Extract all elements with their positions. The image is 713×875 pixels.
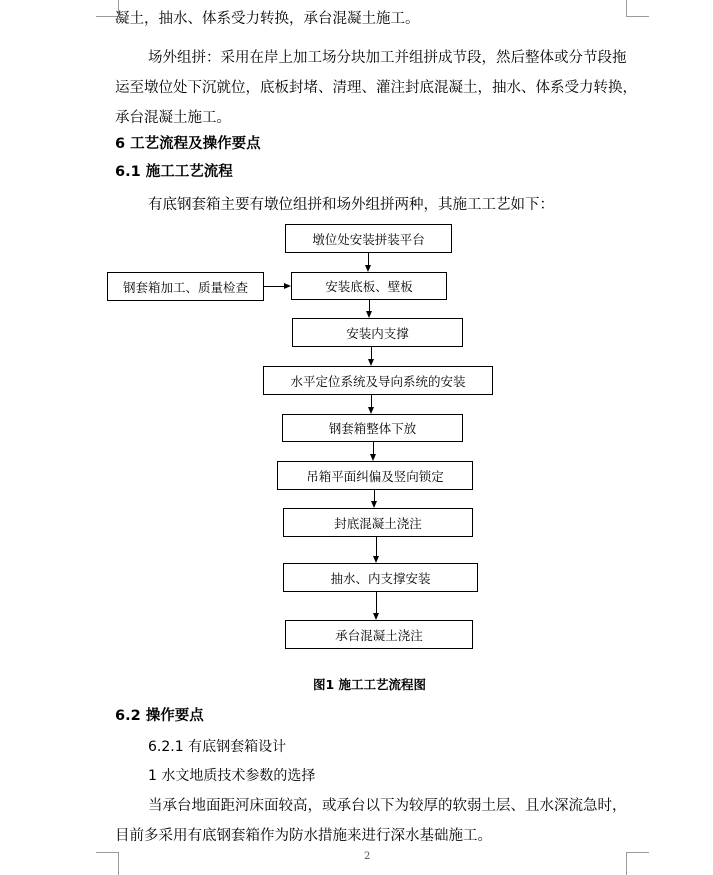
connector-arrow — [365, 265, 371, 272]
paragraph-offsite-line1: 场外组拼：采用在岸上加工场分块加工并组拼成节段，然后整体或分节段拖 — [148, 50, 627, 66]
page-number: 2 — [364, 851, 371, 862]
flow-side-input: 钢套箱加工、质量检查 — [107, 272, 264, 301]
subheading-6-2-1: 6.2.1 有底钢套箱设计 — [148, 739, 287, 755]
connector-line — [368, 253, 369, 265]
connector-arrow — [371, 501, 377, 508]
connector-line — [371, 395, 372, 407]
connector-line-horizontal — [264, 286, 284, 287]
connector-arrow — [373, 613, 379, 620]
connector-arrow — [373, 556, 379, 563]
corner-mark-top-right — [626, 0, 649, 17]
heading-section-6: 6 工艺流程及操作要点 — [115, 136, 261, 152]
paragraph-body-line2: 目前多采用有底钢套箱作为防水措施来进行深水基础施工。 — [115, 828, 492, 844]
connector-line — [371, 347, 372, 359]
connector-arrow — [370, 454, 376, 461]
corner-mark-bottom-right — [626, 852, 649, 875]
flow-step-9: 承台混凝土浇注 — [285, 620, 473, 649]
connector-arrow — [366, 311, 372, 318]
paragraph-offsite-line3: 承台混凝土施工。 — [115, 110, 231, 126]
paragraph-offsite-line2: 运至墩位处下沉就位，底板封堵、清理、灌注封底混凝土，抽水、体系受力转换， — [115, 80, 637, 96]
heading-section-6-2: 6.2 操作要点 — [115, 708, 204, 724]
flow-step-1: 墩位处安装拼装平台 — [285, 224, 452, 253]
connector-line — [374, 490, 375, 501]
flow-step-5: 钢套箱整体下放 — [282, 414, 463, 442]
connector-line — [369, 300, 370, 311]
flow-step-3: 安装内支撑 — [292, 318, 463, 347]
paragraph-line: 凝土，抽水、体系受力转换，承台混凝土施工。 — [115, 11, 420, 27]
connector-arrow-right — [284, 283, 291, 289]
subheading-item-1: 1 水文地质技术参数的选择 — [148, 768, 316, 784]
flow-step-2: 安装底板、壁板 — [291, 272, 447, 300]
flow-step-8: 抽水、内支撑安装 — [283, 563, 478, 592]
corner-mark-bottom-left — [96, 852, 119, 875]
connector-line — [376, 537, 377, 556]
connector-line — [376, 592, 377, 613]
flow-step-6: 吊箱平面纠偏及竖向锁定 — [277, 461, 473, 490]
connector-arrow — [368, 359, 374, 366]
figure-caption: 图1 施工工艺流程图 — [313, 677, 427, 692]
connector-line — [373, 442, 374, 454]
paragraph-intro: 有底钢套箱主要有墩位组拼和场外组拼两种，其施工工艺如下： — [148, 197, 554, 213]
flow-step-7: 封底混凝土浇注 — [283, 508, 473, 537]
paragraph-body-line1: 当承台地面距河床面较高，或承台以下为较厚的软弱土层、且水深流急时， — [148, 798, 627, 814]
flow-step-4: 水平定位系统及导向系统的安装 — [263, 366, 493, 395]
connector-arrow — [368, 407, 374, 414]
heading-section-6-1: 6.1 施工工艺流程 — [115, 164, 233, 180]
